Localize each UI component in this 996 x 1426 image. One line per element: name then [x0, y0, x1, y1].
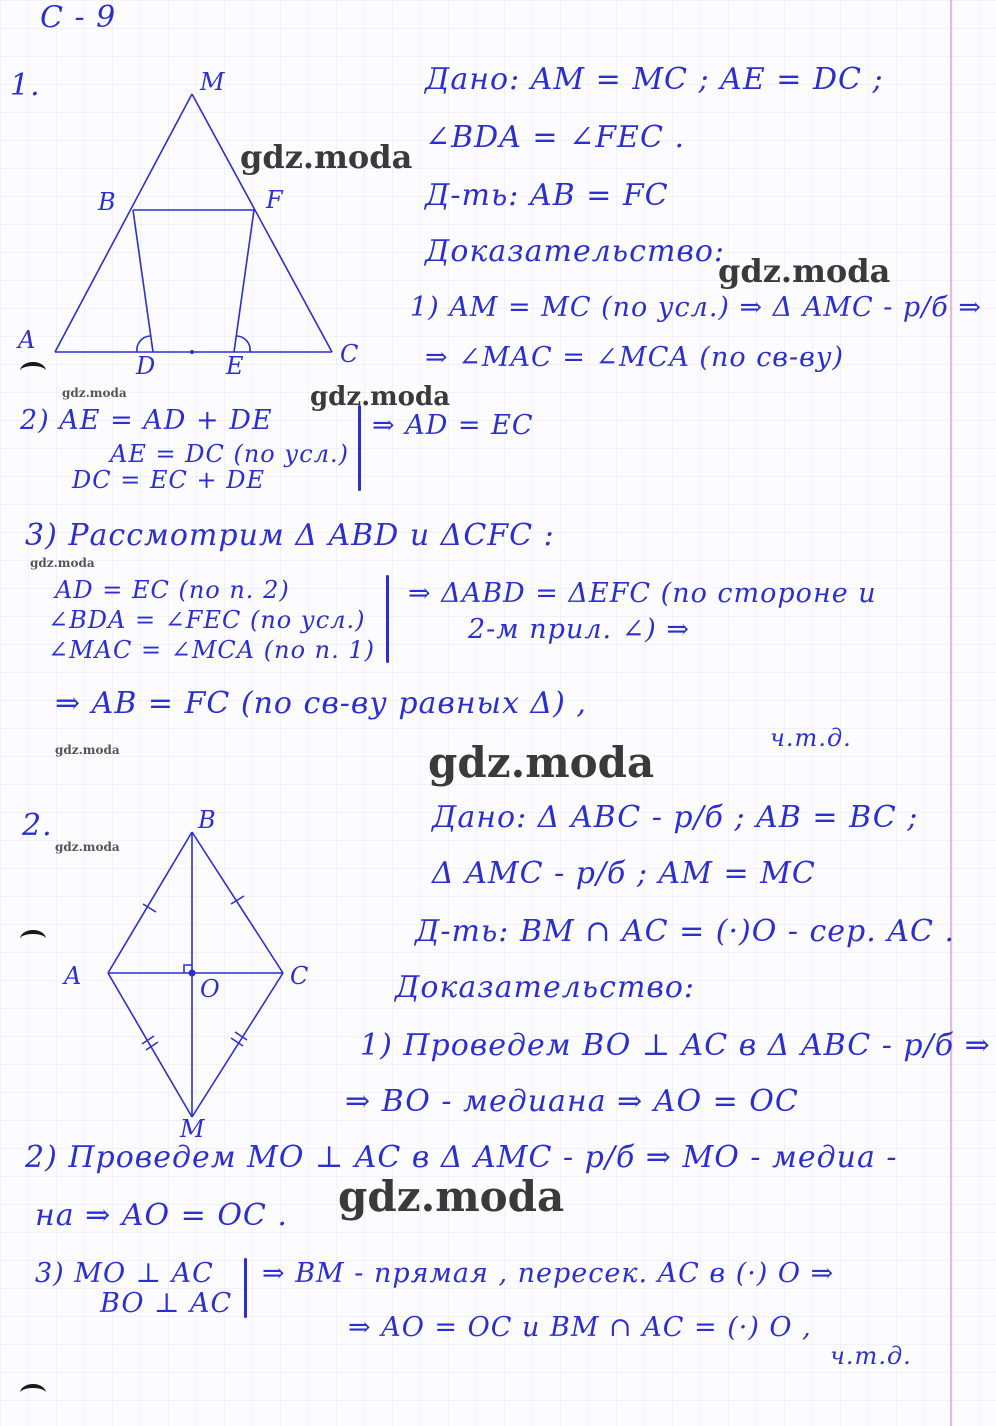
task1-prove: Д-ть: AB = FC — [425, 178, 669, 213]
task1-step1-line1: 1) AM = MC (по усл.) ⇒ Δ AMC - р/б ⇒ — [410, 292, 982, 323]
task1-step3-result-line2: 2-м прил. ∠) ⇒ — [468, 614, 691, 645]
task2-step3-line1: 3) MO ⊥ AC — [35, 1258, 214, 1289]
task2-given-line1: Дано: Δ ABC - р/б ; AB = BC ; — [432, 800, 919, 835]
task1-given-line2: ∠BDA = ∠FEC . — [425, 120, 685, 155]
task1-step2-result: ⇒ AD = EC — [372, 410, 534, 441]
task2-step2-line1: 2) Проведем MO ⊥ AC в Δ AMC - р/б ⇒ MO - медиа - — [25, 1140, 898, 1175]
vertex-label-o: O — [200, 975, 220, 1003]
task2-step1-line2: ⇒ BO - медиана ⇒ AO = OC — [345, 1084, 799, 1119]
task1-given-line1: Дано: AM = MC ; AE = DC ; — [425, 62, 884, 97]
task1-step2-line3: DC = EC + DE — [72, 466, 265, 494]
vertex-label-a: A — [18, 326, 36, 354]
side-bc — [192, 832, 283, 973]
task2-number: 2. — [22, 808, 53, 843]
vertex-label-b: B — [198, 806, 216, 834]
watermark: gdz.moda — [30, 556, 95, 570]
vertex-label-m: M — [200, 68, 225, 96]
task1-step3-line3: ∠MAC = ∠MCA (по п. 1) — [48, 636, 375, 664]
watermark: gdz.moda — [338, 1172, 565, 1221]
watermark: gdz.moda — [310, 382, 451, 412]
side-ab — [108, 832, 192, 973]
vertex-label-e: E — [226, 352, 244, 380]
vertex-label-m: M — [180, 1115, 205, 1143]
task2-step1-line1: 1) Проведем BO ⊥ AC в Δ ABC - р/б ⇒ — [360, 1028, 991, 1063]
task1-step1-line2: ⇒ ∠MAC = ∠MCA (по св-ву) — [425, 342, 845, 373]
vertex-label-b: B — [98, 188, 116, 216]
watermark: gdz.moda — [718, 252, 891, 290]
variant-header: С - 9 — [40, 0, 117, 35]
vertex-label-d: D — [136, 352, 156, 380]
brace — [244, 1258, 247, 1318]
task2-given-line2: Δ AMC - р/б ; AM = MC — [432, 856, 816, 891]
task2-step3-line2: BO ⊥ AC — [100, 1288, 233, 1319]
watermark: gdz.moda — [62, 386, 127, 400]
task1-step2-line2: AE = DC (по усл.) — [110, 440, 349, 468]
task1-proof-heading: Доказательство: — [425, 234, 726, 269]
watermark: gdz.moda — [240, 138, 413, 176]
task2-step3-result-line2: ⇒ AO = OC и BM ∩ AC = (·) O , — [348, 1312, 812, 1343]
task2-qed: ч.т.д. — [830, 1342, 912, 1370]
task1-step3-line2: ∠BDA = ∠FEC (по усл.) — [48, 606, 366, 634]
vertex-label-c: C — [290, 962, 309, 990]
watermark: gdz.moda — [55, 743, 120, 757]
task2-step2-line2: на ⇒ AO = OC . — [35, 1198, 288, 1233]
side-am — [108, 973, 192, 1117]
vertex-label-c: C — [340, 340, 359, 368]
task2-step3-result-line1: ⇒ BM - прямая , пересек. AC в (·) O ⇒ — [262, 1258, 835, 1289]
task1-step3-heading: 3) Рассмотрим Δ ABD и ΔCFC : — [25, 518, 555, 553]
task1-step3-line1: AD = EC (по п. 2) — [55, 576, 290, 604]
task2-proof-heading: Доказательство: — [395, 970, 696, 1005]
task1-number: 1. — [10, 68, 41, 103]
task1-step2-line1: 2) AE = AD + DE — [20, 405, 273, 436]
task1-qed: ч.т.д. — [770, 724, 852, 752]
task1-step3-result-line1: ⇒ ΔABD = ΔEFC (по стороне и — [408, 578, 877, 609]
task1-conclusion: ⇒ AB = FC (по св-ву равных Δ) , — [55, 686, 587, 721]
watermark: gdz.moda — [428, 738, 655, 787]
task2-prove: Д-ть: BM ∩ AC = (·)O - сер. AC . — [415, 914, 956, 949]
vertex-label-a: A — [64, 962, 82, 990]
vertex-label-f: F — [266, 186, 283, 214]
watermark: gdz.moda — [55, 840, 120, 854]
